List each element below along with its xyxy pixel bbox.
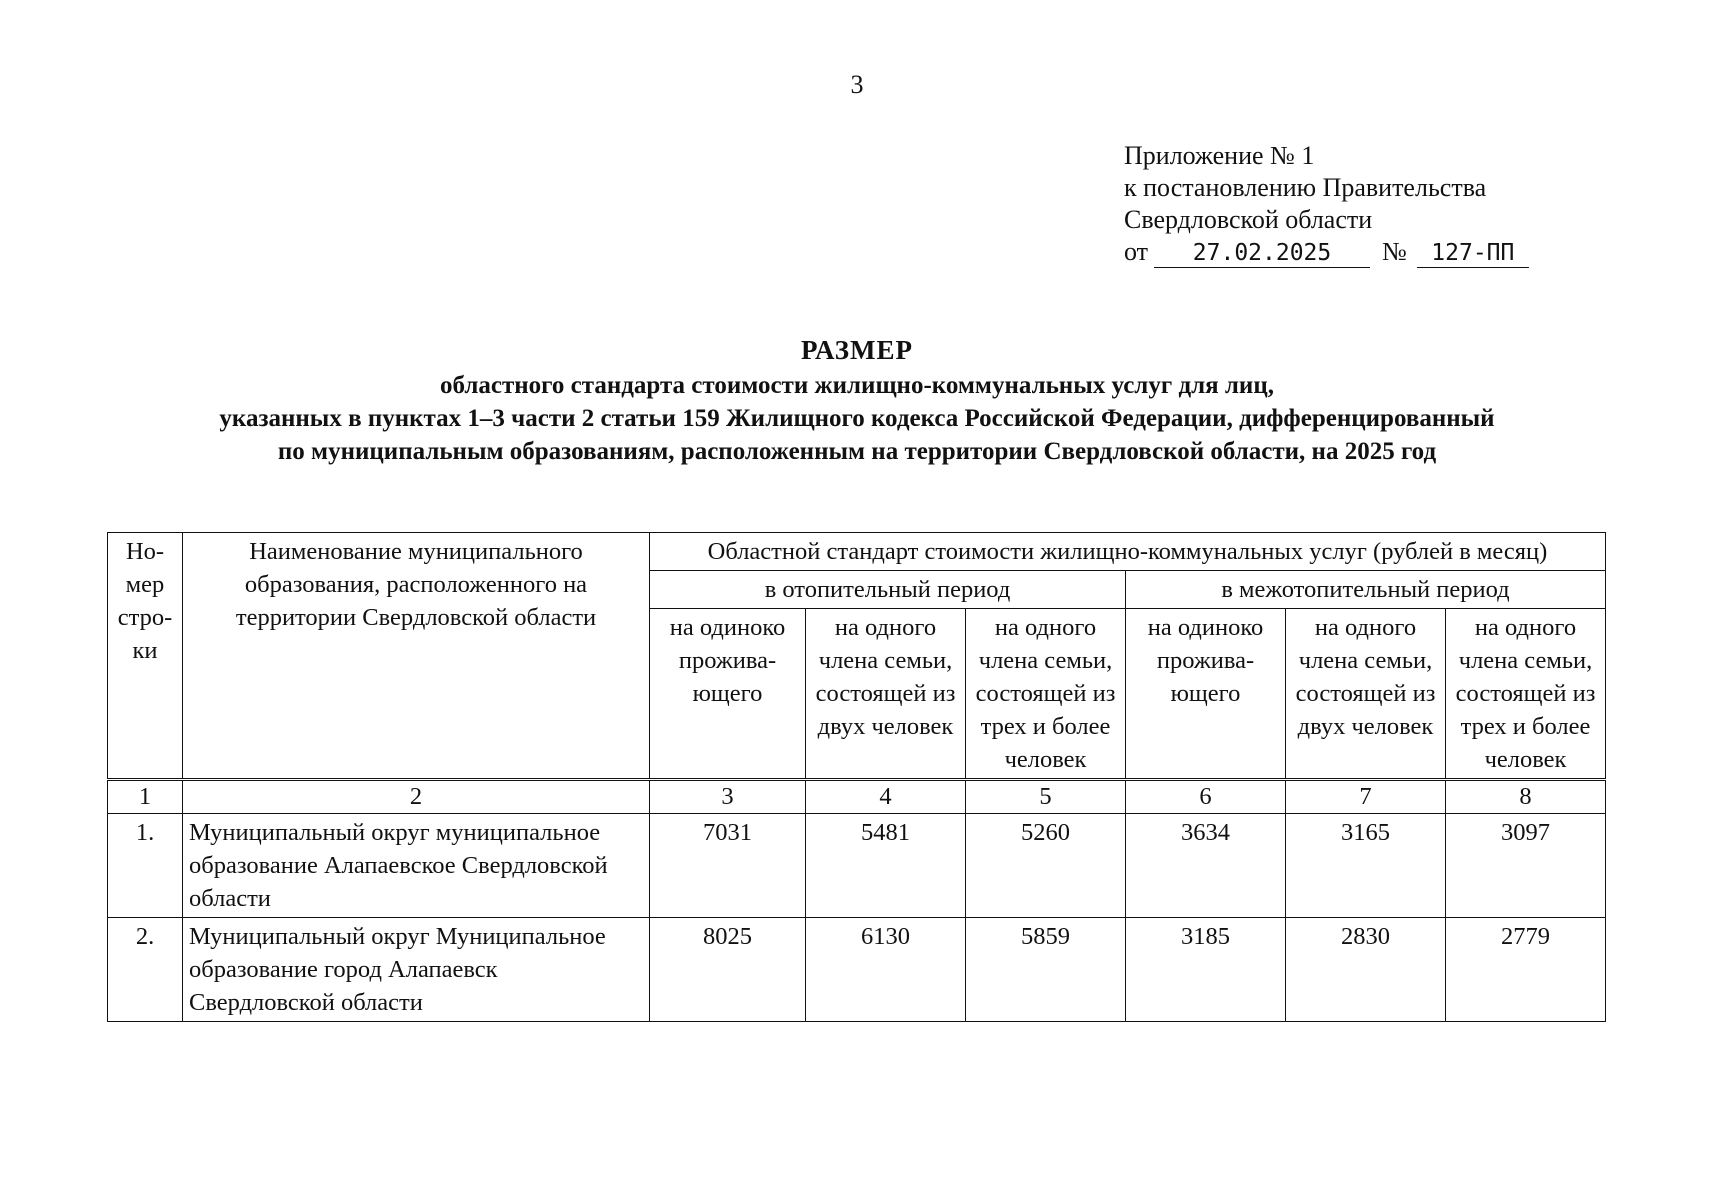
column-number: 3 bbox=[650, 780, 806, 814]
column-number: 4 bbox=[806, 780, 966, 814]
title-line-1: областного стандарта стоимости жилищно-коммунальных услуг для лиц, bbox=[440, 372, 1274, 399]
value-cell: 5481 bbox=[806, 814, 966, 918]
number-label: № bbox=[1382, 237, 1407, 266]
decree-number: 127-ПП bbox=[1417, 239, 1529, 268]
column-number: 1 bbox=[108, 780, 183, 814]
municipality-name: Муниципальный округ Муниципальное образование город Алапаевск Свердловской области bbox=[183, 918, 650, 1022]
header-nonheating-period: в межотопительный период bbox=[1126, 571, 1606, 609]
subheader-nonheating-single: на одиноко прожива-ющего bbox=[1126, 609, 1286, 780]
header-row-number: Но-мер стро-ки bbox=[108, 533, 183, 780]
column-number: 6 bbox=[1126, 780, 1286, 814]
value-cell: 3185 bbox=[1126, 918, 1286, 1022]
table-row bbox=[108, 918, 1606, 1022]
value-cell: 2779 bbox=[1446, 918, 1606, 1022]
header-row-1 bbox=[108, 533, 1606, 571]
title-line-3: по муниципальным образованиям, расположенным на территории Свердловской области, на 2025 год bbox=[277, 438, 1437, 465]
page-number: 3 bbox=[850, 70, 864, 99]
decree-date: 27.02.2025 bbox=[1154, 239, 1370, 268]
column-number: 5 bbox=[966, 780, 1126, 814]
subheader-nonheating-three: на одного члена семьи, состоящей из трех и более человек bbox=[1446, 609, 1606, 780]
appendix-date-line bbox=[1124, 236, 1529, 268]
title-main: РАЗМЕР bbox=[800, 335, 914, 365]
table-row bbox=[108, 814, 1606, 918]
standard-cost-table bbox=[107, 532, 1606, 1022]
value-cell: 3097 bbox=[1446, 814, 1606, 918]
subheader-heating-three: на одного члена семьи, состоящей из трех и более человек bbox=[966, 609, 1126, 780]
appendix-line-3: Свердловской области bbox=[1124, 205, 1373, 234]
subheader-nonheating-two: на одного члена семьи, состоящей из двух человек bbox=[1286, 609, 1446, 780]
header-standard: Областной стандарт стоимости жилищно-коммунальных услуг (рублей в месяц) bbox=[650, 533, 1606, 571]
appendix-block bbox=[1124, 140, 1529, 268]
subheader-heating-two: на одного члена семьи, состоящей из двух человек bbox=[806, 609, 966, 780]
value-cell: 5260 bbox=[966, 814, 1126, 918]
header-heating-period: в отопительный период bbox=[650, 571, 1126, 609]
from-label: от bbox=[1124, 237, 1149, 266]
municipality-name: Муниципальный округ муниципальное образование Алапаевское Свердловской области bbox=[183, 814, 650, 918]
row-number: 1. bbox=[108, 814, 183, 918]
value-cell: 5859 bbox=[966, 918, 1126, 1022]
document-title bbox=[0, 334, 1714, 468]
value-cell: 2830 bbox=[1286, 918, 1446, 1022]
header-municipality-name: Наименование муниципального образования, расположенного на территории Свердловской области bbox=[183, 533, 650, 780]
subheader-heating-single: на одиноко прожива-ющего bbox=[650, 609, 806, 780]
value-cell: 3165 bbox=[1286, 814, 1446, 918]
appendix-line-2: к постановлению Правительства bbox=[1124, 173, 1487, 202]
column-number-row bbox=[108, 780, 1606, 814]
column-number: 8 bbox=[1446, 780, 1606, 814]
appendix-line-1: Приложение № 1 bbox=[1124, 141, 1315, 170]
column-number: 7 bbox=[1286, 780, 1446, 814]
column-number: 2 bbox=[183, 780, 650, 814]
value-cell: 7031 bbox=[650, 814, 806, 918]
title-line-2: указанных в пунктах 1–3 части 2 статьи 159 Жилищного кодекса Российской Федерации, дифференцированный bbox=[219, 405, 1495, 432]
value-cell: 6130 bbox=[806, 918, 966, 1022]
row-number: 2. bbox=[108, 918, 183, 1022]
value-cell: 8025 bbox=[650, 918, 806, 1022]
value-cell: 3634 bbox=[1126, 814, 1286, 918]
